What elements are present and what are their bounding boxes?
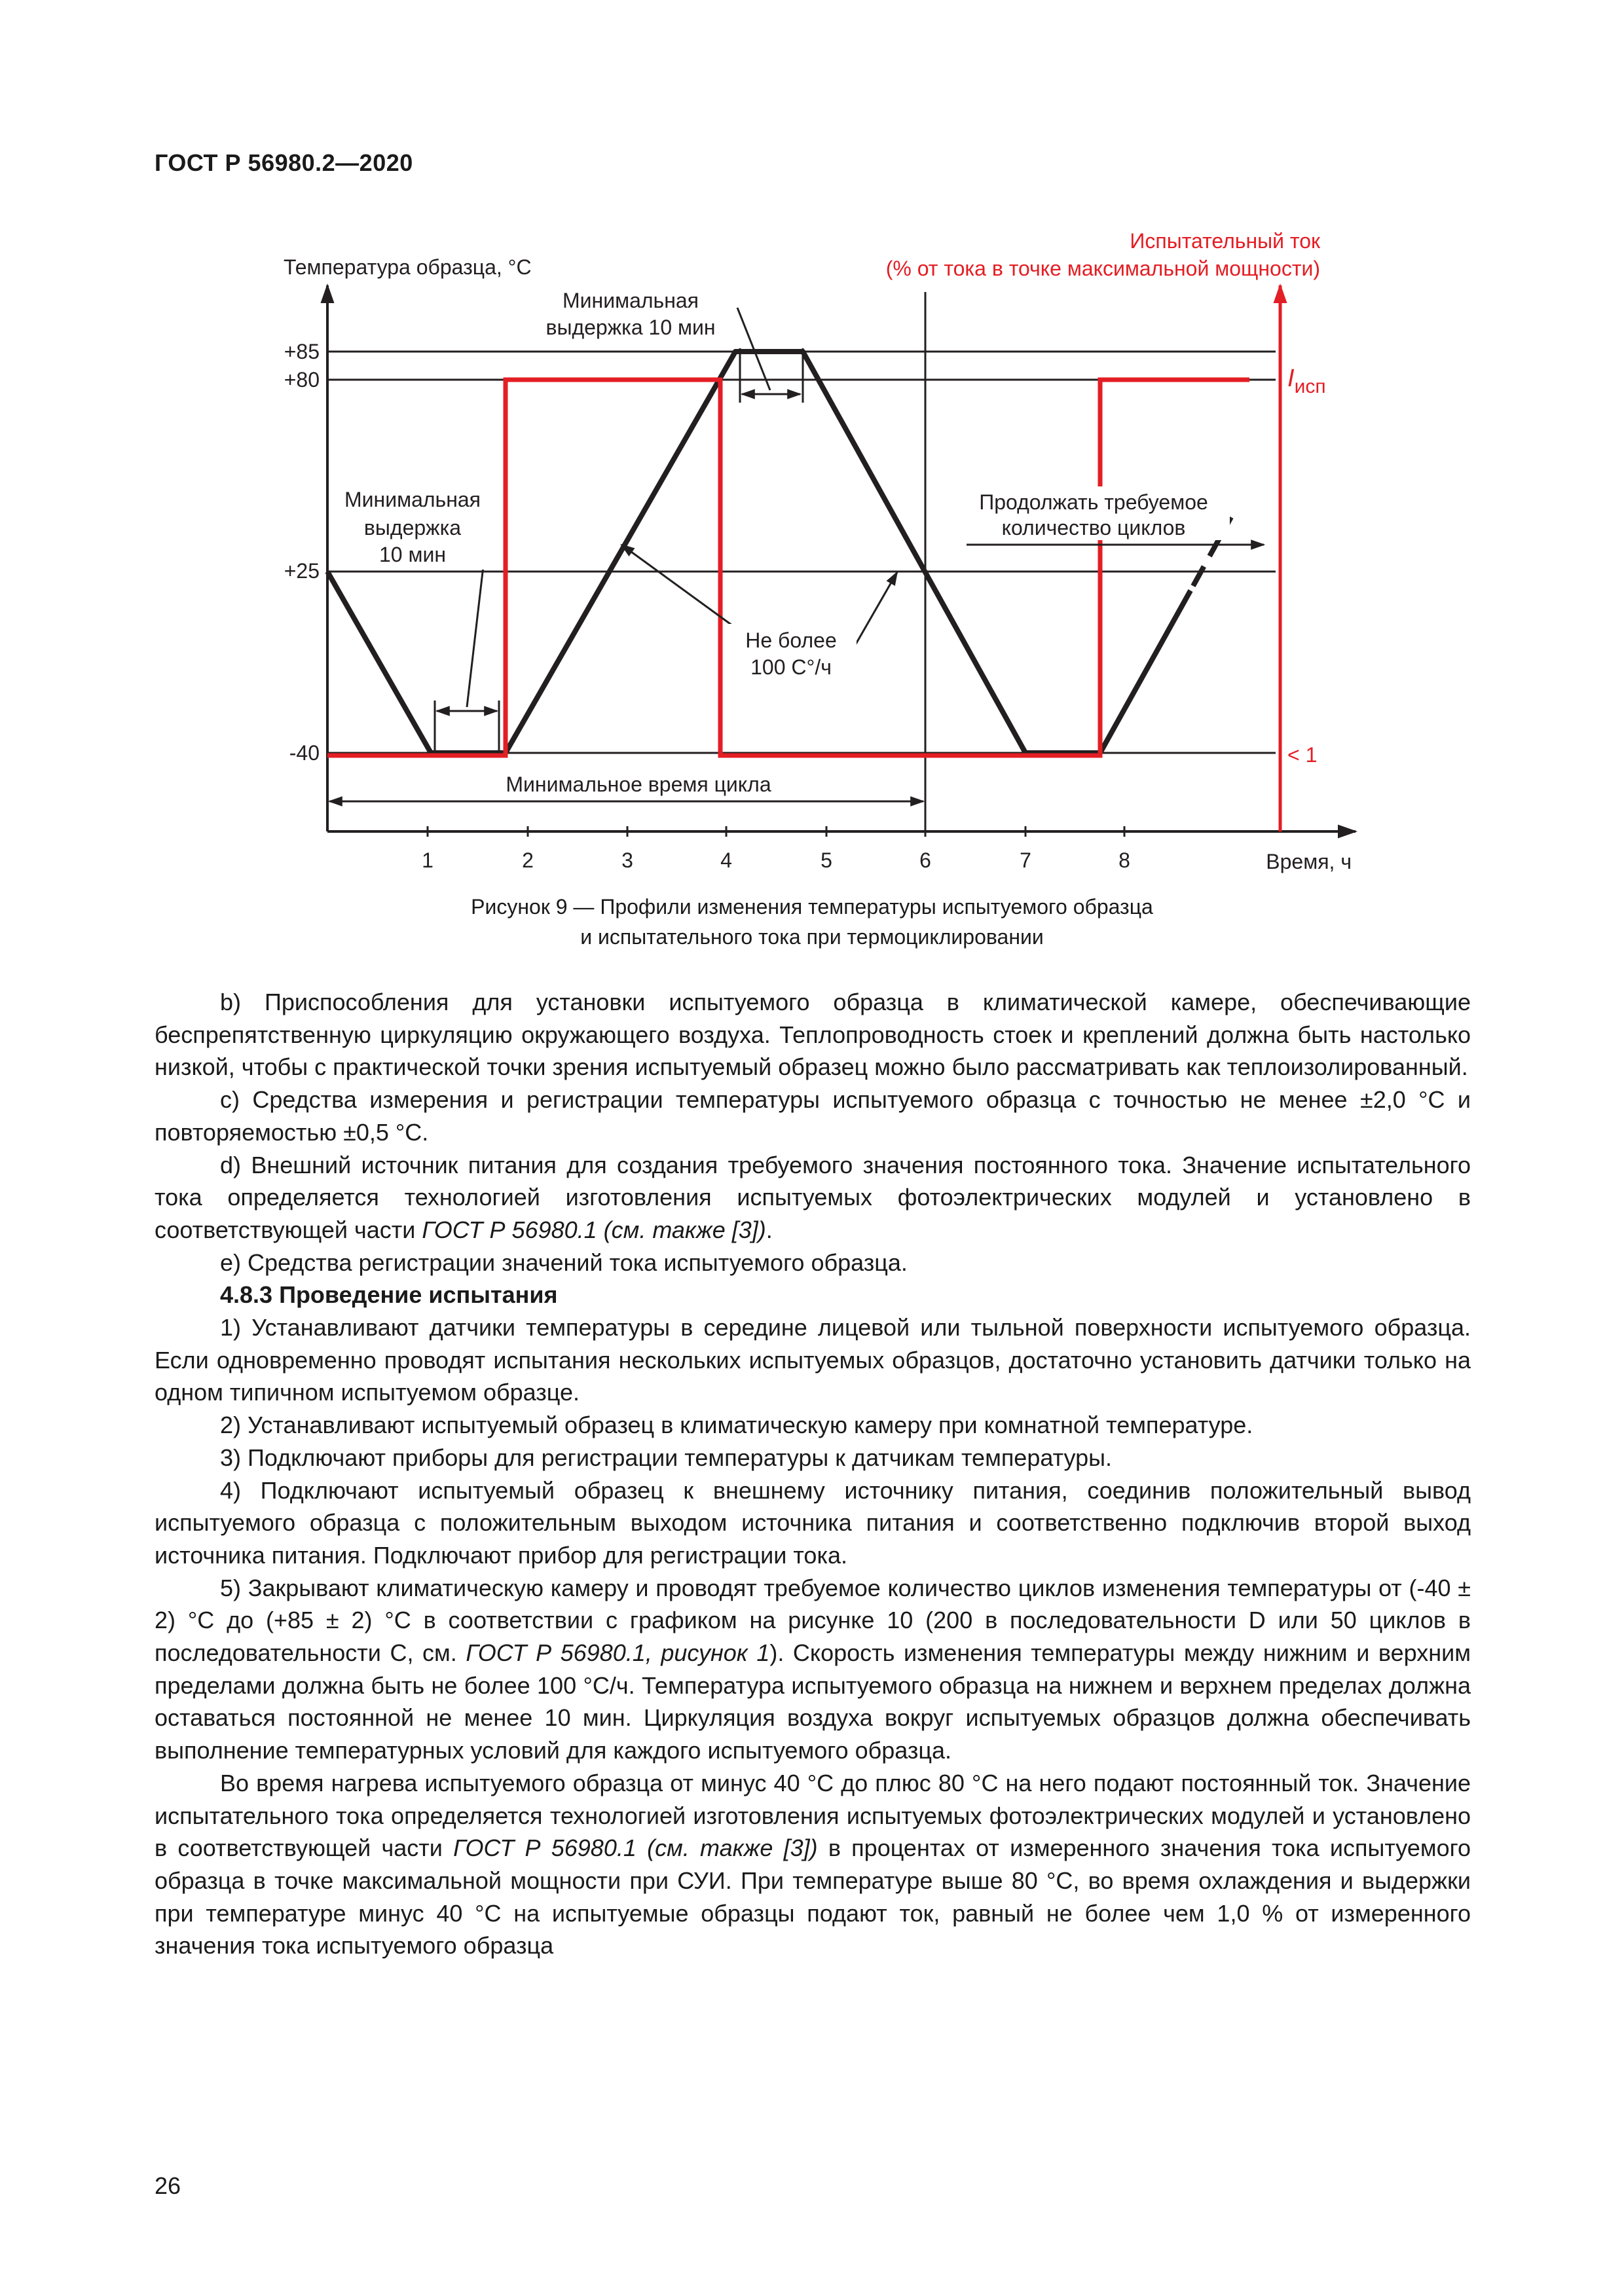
dwell-bottom-label-line2: выдержка [363, 516, 462, 539]
paragraph-5: 5) Закрывают климатическую камеру и проводят требуемое количество циклов изменения температуры от (-40 ± 2) °С до (+85 ± 2) °С в соответствии с графиком на рисунке 10 (200 в последовательности D или 50 циклов в последовательности C, см. ГОСТ Р 56980.1, рисунок 1). Скорость изменения температуры между нижним и верхним пределами должна быть не более 100 °С/ч. Температура испытуемого образца на нижнем и верхнем пределах должна оставаться постоянной не менее 10 мин. Циркуляция воздуха вокруг испытуемых образцов должна обеспечивать выполнение температурных условий для каждого испытуемого образца. [155, 1574, 1471, 1764]
figure-caption-line2: и испытательного тока при термоциклировании [580, 925, 1044, 949]
paragraph-6: Во время нагрева испытуемого образца от минус 40 °С до плюс 80 °С на него подают постоянный ток. Значение испытательного тока определяется технологией изготовления испытуемых фотоэлектрических модулей и установлено в соответствующей части ГОСТ Р 56980.1 (см. также [3]) в процентах от измеренного значения тока испытуемого образца в точке максимальной мощности при СУИ. При температуре выше 80 °С, во время охлаждения и выдержки при температуре минус 40 °С на испытуемые образцы подают ток, равный не более чем 1,0 % от измеренного значения тока испытуемого образца [155, 1769, 1471, 1959]
paragraph-4: 4) Подключают испытуемый образец к внешнему источнику питания, соединив положительный вывод испытуемого образца с положительным выходом источника питания и соответственно подключив второй выход источника питания. Подключают прибор для регистрации тока. [155, 1476, 1471, 1569]
current-axis-label-line1: Испытательный ток [1130, 229, 1320, 253]
paragraph-e: e) Средства регистрации значений тока испытуемого образца. [220, 1248, 908, 1276]
i-test-symbol: I [1287, 365, 1295, 392]
dwell-bottom-label-line3: 10 мин [378, 543, 447, 566]
continue-label-line2: количество циклов [1001, 516, 1186, 539]
temperature-current-chart [0, 0, 1624, 890]
y-tick-minus40: -40 [289, 741, 320, 765]
paragraph-b: b) Приспособления для установки испытуемого образца в климатической камере, обеспечивающие беспрепятственную циркуляцию окружающего воздуха. Теплопроводность стоек и креплений должна быть настолько низкой, чтобы с практической точки зрения испытуемый образец можно было рассматривать как теплоизолированный. [155, 989, 1471, 1081]
paragraph-3: 3) Подключают приборы для регистрации температуры к датчикам температуры. [220, 1444, 1112, 1471]
body-text [155, 986, 1471, 1962]
reference-gost-1: ГОСТ Р 56980.1 (см. также [3]) [422, 1216, 766, 1243]
page-number: 26 [155, 2172, 181, 2199]
reference-gost-2: ГОСТ Р 56980.1 (см. также [3]) [453, 1834, 818, 1862]
rate-label-line1: Не более [745, 629, 837, 652]
section-heading: 4.8.3 Проведение испытания [220, 1281, 558, 1309]
current-low-label: < 1 [1287, 743, 1318, 767]
i-test-label [1287, 365, 1326, 397]
dwell-bottom-bracket [435, 566, 499, 753]
dwell-top-label-line2: выдержка 10 мин [545, 316, 716, 339]
x-tick-6: 6 [919, 848, 931, 872]
y-tick-80: +80 [284, 368, 320, 392]
y-tick-85: +85 [284, 340, 320, 363]
dwell-top-bracket [737, 308, 803, 403]
figure-caption-line1: Рисунок 9 — Профили изменения температуры испытуемого образца [471, 895, 1153, 919]
y-tick-25: +25 [284, 559, 320, 583]
x-axis-label: Время, ч [1266, 850, 1352, 873]
paragraph-c: c) Средства измерения и регистрации температуры испытуемого образца с точностью не менее ±2,0 °С и повторяемостью ±0,5 °С. [155, 1086, 1471, 1146]
paragraph-d: d) Внешний источник питания для создания требуемого значения постоянного тока. Значение испытательного тока определяется технологией изготовления испытуемых фотоэлектрических модулей и установлено в соответствующей части ГОСТ Р 56980.1 (см. также [3]). [155, 1151, 1471, 1243]
x-tick-4: 4 [720, 848, 732, 872]
document-header: ГОСТ Р 56980.2—2020 [155, 149, 413, 176]
current-axis-label-line2: (% от тока в точке максимальной мощности) [885, 257, 1320, 280]
figure-caption [0, 892, 1624, 952]
x-tick-5: 5 [821, 848, 832, 872]
dwell-bottom-label-line1: Минимальная [344, 488, 481, 511]
rate-label-line2: 100 С°/ч [750, 655, 832, 679]
i-test-subscript: исп [1294, 376, 1326, 397]
continue-label-line1: Продолжать требуемое [979, 490, 1208, 514]
cycle-time-label: Минимальное время цикла [506, 773, 771, 796]
x-tick-8: 8 [1118, 848, 1130, 872]
x-tick-3: 3 [621, 848, 633, 872]
dwell-top-label-line1: Минимальная [562, 289, 699, 312]
paragraph-1: 1) Устанавливают датчики температуры в середине лицевой или тыльной поверхности испытуемого образца. Если одновременно проводят испытания нескольких испытуемых образцов, достаточно установить датчики только на одном типичном испытуемом образце. [155, 1314, 1471, 1406]
x-tick-1: 1 [422, 848, 434, 872]
reference-gost-figure: ГОСТ Р 56980.1, рисунок 1 [466, 1639, 770, 1667]
paragraph-2: 2) Устанавливают испытуемый образец в климатическую камеру при комнатной температуре. [220, 1412, 1253, 1439]
x-tick-2: 2 [522, 848, 534, 872]
y-axis-label: Температура образца, °С [284, 255, 532, 279]
x-tick-7: 7 [1020, 848, 1031, 872]
